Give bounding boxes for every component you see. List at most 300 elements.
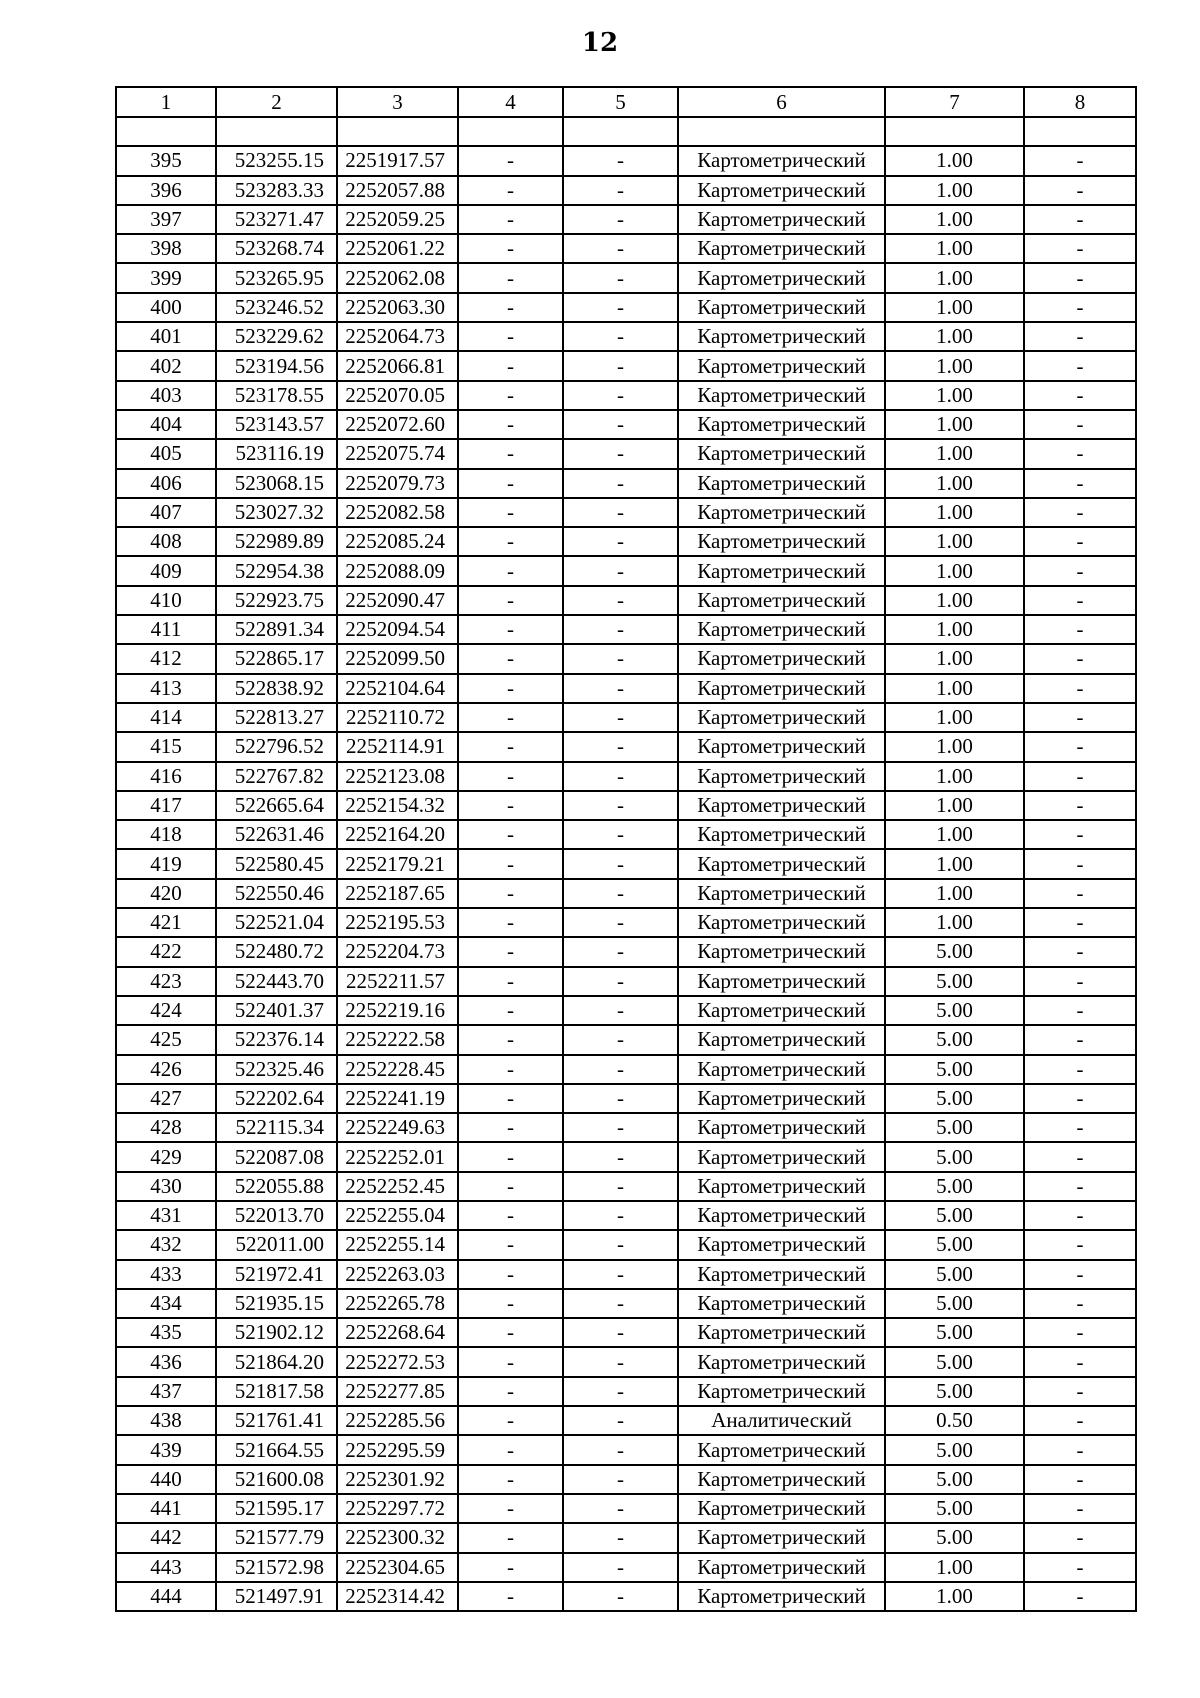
empty-cell bbox=[1024, 117, 1136, 146]
y-coordinate-cell: 2252263.03 bbox=[337, 1260, 458, 1289]
col8-cell: - bbox=[1024, 762, 1136, 791]
col8-cell: - bbox=[1024, 439, 1136, 468]
col8-cell: - bbox=[1024, 820, 1136, 849]
table-row bbox=[116, 527, 1136, 556]
point-number-cell: 395 bbox=[116, 146, 216, 175]
col5-cell: - bbox=[563, 322, 678, 351]
col5-cell: - bbox=[563, 1435, 678, 1464]
col8-cell: - bbox=[1024, 1113, 1136, 1142]
point-number-cell: 428 bbox=[116, 1113, 216, 1142]
y-coordinate-cell: 2252085.24 bbox=[337, 527, 458, 556]
col4-cell: - bbox=[458, 1260, 563, 1289]
accuracy-cell: 1.00 bbox=[885, 732, 1024, 761]
point-number-cell: 421 bbox=[116, 908, 216, 937]
x-coordinate-cell: 522580.45 bbox=[216, 849, 337, 878]
table-row bbox=[116, 586, 1136, 615]
col8-cell: - bbox=[1024, 176, 1136, 205]
col5-cell: - bbox=[563, 1347, 678, 1376]
col4-cell: - bbox=[458, 879, 563, 908]
y-coordinate-cell: 2252114.91 bbox=[337, 732, 458, 761]
x-coordinate-cell: 522865.17 bbox=[216, 644, 337, 673]
x-coordinate-cell: 522550.46 bbox=[216, 879, 337, 908]
col5-cell: - bbox=[563, 469, 678, 498]
table-row bbox=[116, 762, 1136, 791]
empty-cell bbox=[458, 117, 563, 146]
point-number-cell: 432 bbox=[116, 1230, 216, 1259]
y-coordinate-cell: 2252072.60 bbox=[337, 410, 458, 439]
table-body bbox=[116, 146, 1136, 1611]
col4-cell: - bbox=[458, 439, 563, 468]
method-cell: Картометрический bbox=[678, 1025, 885, 1054]
col8-cell: - bbox=[1024, 586, 1136, 615]
point-number-cell: 423 bbox=[116, 967, 216, 996]
method-cell: Картометрический bbox=[678, 1084, 885, 1113]
x-coordinate-cell: 522813.27 bbox=[216, 703, 337, 732]
col8-cell: - bbox=[1024, 146, 1136, 175]
col8-cell: - bbox=[1024, 791, 1136, 820]
col4-cell: - bbox=[458, 234, 563, 263]
accuracy-cell: 5.00 bbox=[885, 1523, 1024, 1552]
method-cell: Аналитический bbox=[678, 1406, 885, 1435]
col4-cell: - bbox=[458, 1582, 563, 1611]
x-coordinate-cell: 522796.52 bbox=[216, 732, 337, 761]
y-coordinate-cell: 2252252.01 bbox=[337, 1142, 458, 1171]
table-row bbox=[116, 146, 1136, 175]
col8-cell: - bbox=[1024, 908, 1136, 937]
column-header: 3 bbox=[337, 87, 458, 117]
y-coordinate-cell: 2252241.19 bbox=[337, 1084, 458, 1113]
col5-cell: - bbox=[563, 1377, 678, 1406]
col8-cell: - bbox=[1024, 381, 1136, 410]
col4-cell: - bbox=[458, 556, 563, 585]
col8-cell: - bbox=[1024, 615, 1136, 644]
accuracy-cell: 1.00 bbox=[885, 556, 1024, 585]
y-coordinate-cell: 2252222.58 bbox=[337, 1025, 458, 1054]
accuracy-cell: 1.00 bbox=[885, 381, 1024, 410]
point-number-cell: 422 bbox=[116, 937, 216, 966]
table-row bbox=[116, 176, 1136, 205]
method-cell: Картометрический bbox=[678, 469, 885, 498]
point-number-cell: 430 bbox=[116, 1172, 216, 1201]
col5-cell: - bbox=[563, 1201, 678, 1230]
table-row bbox=[116, 674, 1136, 703]
table-row bbox=[116, 1553, 1136, 1582]
accuracy-cell: 1.00 bbox=[885, 234, 1024, 263]
table-row bbox=[116, 1201, 1136, 1230]
col4-cell: - bbox=[458, 1318, 563, 1347]
y-coordinate-cell: 2252295.59 bbox=[337, 1435, 458, 1464]
accuracy-cell: 5.00 bbox=[885, 1201, 1024, 1230]
accuracy-cell: 1.00 bbox=[885, 410, 1024, 439]
column-header: 1 bbox=[116, 87, 216, 117]
col8-cell: - bbox=[1024, 1172, 1136, 1201]
col8-cell: - bbox=[1024, 556, 1136, 585]
col5-cell: - bbox=[563, 586, 678, 615]
point-number-cell: 444 bbox=[116, 1582, 216, 1611]
method-cell: Картометрический bbox=[678, 1289, 885, 1318]
col5-cell: - bbox=[563, 674, 678, 703]
col8-cell: - bbox=[1024, 644, 1136, 673]
x-coordinate-cell: 523068.15 bbox=[216, 469, 337, 498]
point-number-cell: 420 bbox=[116, 879, 216, 908]
x-coordinate-cell: 521572.98 bbox=[216, 1553, 337, 1582]
coordinates-table bbox=[115, 86, 1137, 1612]
accuracy-cell: 1.00 bbox=[885, 762, 1024, 791]
col4-cell: - bbox=[458, 263, 563, 292]
col4-cell: - bbox=[458, 1201, 563, 1230]
col8-cell: - bbox=[1024, 1084, 1136, 1113]
point-number-cell: 439 bbox=[116, 1435, 216, 1464]
x-coordinate-cell: 522202.64 bbox=[216, 1084, 337, 1113]
accuracy-cell: 5.00 bbox=[885, 1435, 1024, 1464]
table-row bbox=[116, 1172, 1136, 1201]
empty-cell bbox=[337, 117, 458, 146]
col5-cell: - bbox=[563, 527, 678, 556]
x-coordinate-cell: 523027.32 bbox=[216, 498, 337, 527]
point-number-cell: 414 bbox=[116, 703, 216, 732]
x-coordinate-cell: 523178.55 bbox=[216, 381, 337, 410]
point-number-cell: 416 bbox=[116, 762, 216, 791]
method-cell: Картометрический bbox=[678, 615, 885, 644]
col5-cell: - bbox=[563, 1553, 678, 1582]
x-coordinate-cell: 521817.58 bbox=[216, 1377, 337, 1406]
col8-cell: - bbox=[1024, 1523, 1136, 1552]
y-coordinate-cell: 2252272.53 bbox=[337, 1347, 458, 1376]
accuracy-cell: 5.00 bbox=[885, 1494, 1024, 1523]
accuracy-cell: 5.00 bbox=[885, 1289, 1024, 1318]
point-number-cell: 398 bbox=[116, 234, 216, 263]
accuracy-cell: 1.00 bbox=[885, 146, 1024, 175]
table-row bbox=[116, 1025, 1136, 1054]
point-number-cell: 442 bbox=[116, 1523, 216, 1552]
col5-cell: - bbox=[563, 732, 678, 761]
y-coordinate-cell: 2252104.64 bbox=[337, 674, 458, 703]
accuracy-cell: 5.00 bbox=[885, 1025, 1024, 1054]
method-cell: Картометрический bbox=[678, 322, 885, 351]
col8-cell: - bbox=[1024, 1377, 1136, 1406]
y-coordinate-cell: 2252123.08 bbox=[337, 762, 458, 791]
table-row bbox=[116, 1377, 1136, 1406]
point-number-cell: 434 bbox=[116, 1289, 216, 1318]
x-coordinate-cell: 522954.38 bbox=[216, 556, 337, 585]
col4-cell: - bbox=[458, 381, 563, 410]
col4-cell: - bbox=[458, 849, 563, 878]
col4-cell: - bbox=[458, 1113, 563, 1142]
point-number-cell: 413 bbox=[116, 674, 216, 703]
page-number: 12 bbox=[581, 28, 619, 58]
accuracy-cell: 5.00 bbox=[885, 1055, 1024, 1084]
col5-cell: - bbox=[563, 1523, 678, 1552]
accuracy-cell: 1.00 bbox=[885, 849, 1024, 878]
col8-cell: - bbox=[1024, 322, 1136, 351]
point-number-cell: 424 bbox=[116, 996, 216, 1025]
empty-cell bbox=[885, 117, 1024, 146]
col4-cell: - bbox=[458, 820, 563, 849]
table-row bbox=[116, 205, 1136, 234]
accuracy-cell: 1.00 bbox=[885, 791, 1024, 820]
accuracy-cell: 5.00 bbox=[885, 1465, 1024, 1494]
y-coordinate-cell: 2252195.53 bbox=[337, 908, 458, 937]
method-cell: Картометрический bbox=[678, 1113, 885, 1142]
x-coordinate-cell: 521595.17 bbox=[216, 1494, 337, 1523]
x-coordinate-cell: 523143.57 bbox=[216, 410, 337, 439]
accuracy-cell: 1.00 bbox=[885, 674, 1024, 703]
col5-cell: - bbox=[563, 146, 678, 175]
method-cell: Картометрический bbox=[678, 1494, 885, 1523]
col5-cell: - bbox=[563, 937, 678, 966]
col4-cell: - bbox=[458, 1230, 563, 1259]
accuracy-cell: 1.00 bbox=[885, 469, 1024, 498]
point-number-cell: 399 bbox=[116, 263, 216, 292]
accuracy-cell: 1.00 bbox=[885, 176, 1024, 205]
table-row bbox=[116, 556, 1136, 585]
x-coordinate-cell: 522665.64 bbox=[216, 791, 337, 820]
col8-cell: - bbox=[1024, 1142, 1136, 1171]
method-cell: Картометрический bbox=[678, 849, 885, 878]
col4-cell: - bbox=[458, 293, 563, 322]
accuracy-cell: 5.00 bbox=[885, 1260, 1024, 1289]
point-number-cell: 431 bbox=[116, 1201, 216, 1230]
col5-cell: - bbox=[563, 205, 678, 234]
col4-cell: - bbox=[458, 762, 563, 791]
method-cell: Картометрический bbox=[678, 1260, 885, 1289]
x-coordinate-cell: 521935.15 bbox=[216, 1289, 337, 1318]
col5-cell: - bbox=[563, 1230, 678, 1259]
table-row bbox=[116, 967, 1136, 996]
method-cell: Картометрический bbox=[678, 1201, 885, 1230]
col5-cell: - bbox=[563, 498, 678, 527]
x-coordinate-cell: 522325.46 bbox=[216, 1055, 337, 1084]
col8-cell: - bbox=[1024, 732, 1136, 761]
x-coordinate-cell: 522055.88 bbox=[216, 1172, 337, 1201]
x-coordinate-cell: 522631.46 bbox=[216, 820, 337, 849]
col4-cell: - bbox=[458, 1289, 563, 1318]
col8-cell: - bbox=[1024, 351, 1136, 380]
col8-cell: - bbox=[1024, 937, 1136, 966]
x-coordinate-cell: 521497.91 bbox=[216, 1582, 337, 1611]
table-row bbox=[116, 1465, 1136, 1494]
accuracy-cell: 1.00 bbox=[885, 498, 1024, 527]
col5-cell: - bbox=[563, 1142, 678, 1171]
table-row bbox=[116, 381, 1136, 410]
point-number-cell: 412 bbox=[116, 644, 216, 673]
y-coordinate-cell: 2252088.09 bbox=[337, 556, 458, 585]
empty-cell bbox=[563, 117, 678, 146]
col4-cell: - bbox=[458, 644, 563, 673]
col4-cell: - bbox=[458, 1377, 563, 1406]
y-coordinate-cell: 2252211.57 bbox=[337, 967, 458, 996]
col4-cell: - bbox=[458, 1435, 563, 1464]
y-coordinate-cell: 2252090.47 bbox=[337, 586, 458, 615]
col5-cell: - bbox=[563, 410, 678, 439]
method-cell: Картометрический bbox=[678, 351, 885, 380]
y-coordinate-cell: 2252268.64 bbox=[337, 1318, 458, 1347]
y-coordinate-cell: 2252204.73 bbox=[337, 937, 458, 966]
col4-cell: - bbox=[458, 1142, 563, 1171]
point-number-cell: 418 bbox=[116, 820, 216, 849]
point-number-cell: 437 bbox=[116, 1377, 216, 1406]
y-coordinate-cell: 2252304.65 bbox=[337, 1553, 458, 1582]
method-cell: Картометрический bbox=[678, 1347, 885, 1376]
point-number-cell: 404 bbox=[116, 410, 216, 439]
empty-cell bbox=[216, 117, 337, 146]
col8-cell: - bbox=[1024, 1201, 1136, 1230]
accuracy-cell: 5.00 bbox=[885, 1113, 1024, 1142]
col4-cell: - bbox=[458, 527, 563, 556]
x-coordinate-cell: 523265.95 bbox=[216, 263, 337, 292]
table-row bbox=[116, 644, 1136, 673]
accuracy-cell: 1.00 bbox=[885, 322, 1024, 351]
col8-cell: - bbox=[1024, 879, 1136, 908]
col8-cell: - bbox=[1024, 1406, 1136, 1435]
y-coordinate-cell: 2252070.05 bbox=[337, 381, 458, 410]
accuracy-cell: 1.00 bbox=[885, 615, 1024, 644]
method-cell: Картометрический bbox=[678, 205, 885, 234]
y-coordinate-cell: 2252277.85 bbox=[337, 1377, 458, 1406]
y-coordinate-cell: 2251917.57 bbox=[337, 146, 458, 175]
y-coordinate-cell: 2252094.54 bbox=[337, 615, 458, 644]
accuracy-cell: 5.00 bbox=[885, 996, 1024, 1025]
col8-cell: - bbox=[1024, 234, 1136, 263]
x-coordinate-cell: 522480.72 bbox=[216, 937, 337, 966]
table-row bbox=[116, 293, 1136, 322]
col8-cell: - bbox=[1024, 1025, 1136, 1054]
method-cell: Картометрический bbox=[678, 1553, 885, 1582]
method-cell: Картометрический bbox=[678, 791, 885, 820]
col4-cell: - bbox=[458, 1025, 563, 1054]
method-cell: Картометрический bbox=[678, 879, 885, 908]
col5-cell: - bbox=[563, 381, 678, 410]
col5-cell: - bbox=[563, 293, 678, 322]
col4-cell: - bbox=[458, 937, 563, 966]
col8-cell: - bbox=[1024, 498, 1136, 527]
x-coordinate-cell: 523268.74 bbox=[216, 234, 337, 263]
col5-cell: - bbox=[563, 1406, 678, 1435]
point-number-cell: 407 bbox=[116, 498, 216, 527]
table-header-row bbox=[116, 87, 1136, 117]
x-coordinate-cell: 521577.79 bbox=[216, 1523, 337, 1552]
table-row bbox=[116, 1523, 1136, 1552]
accuracy-cell: 5.00 bbox=[885, 1172, 1024, 1201]
accuracy-cell: 1.00 bbox=[885, 1553, 1024, 1582]
accuracy-cell: 5.00 bbox=[885, 967, 1024, 996]
method-cell: Картометрический bbox=[678, 498, 885, 527]
method-cell: Картометрический bbox=[678, 908, 885, 937]
method-cell: Картометрический bbox=[678, 410, 885, 439]
table-row bbox=[116, 615, 1136, 644]
col8-cell: - bbox=[1024, 996, 1136, 1025]
point-number-cell: 400 bbox=[116, 293, 216, 322]
col5-cell: - bbox=[563, 1494, 678, 1523]
point-number-cell: 438 bbox=[116, 1406, 216, 1435]
col8-cell: - bbox=[1024, 527, 1136, 556]
col4-cell: - bbox=[458, 908, 563, 937]
accuracy-cell: 1.00 bbox=[885, 205, 1024, 234]
x-coordinate-cell: 522443.70 bbox=[216, 967, 337, 996]
accuracy-cell: 5.00 bbox=[885, 1142, 1024, 1171]
col4-cell: - bbox=[458, 996, 563, 1025]
col5-cell: - bbox=[563, 967, 678, 996]
col4-cell: - bbox=[458, 1084, 563, 1113]
x-coordinate-cell: 523116.19 bbox=[216, 439, 337, 468]
table-row bbox=[116, 1318, 1136, 1347]
accuracy-cell: 5.00 bbox=[885, 1318, 1024, 1347]
x-coordinate-cell: 523246.52 bbox=[216, 293, 337, 322]
col4-cell: - bbox=[458, 703, 563, 732]
y-coordinate-cell: 2252064.73 bbox=[337, 322, 458, 351]
col5-cell: - bbox=[563, 762, 678, 791]
table-row bbox=[116, 1113, 1136, 1142]
x-coordinate-cell: 521761.41 bbox=[216, 1406, 337, 1435]
col4-cell: - bbox=[458, 615, 563, 644]
table-row bbox=[116, 1289, 1136, 1318]
point-number-cell: 425 bbox=[116, 1025, 216, 1054]
table-row bbox=[116, 1230, 1136, 1259]
x-coordinate-cell: 522011.00 bbox=[216, 1230, 337, 1259]
col8-cell: - bbox=[1024, 293, 1136, 322]
col4-cell: - bbox=[458, 351, 563, 380]
y-coordinate-cell: 2252164.20 bbox=[337, 820, 458, 849]
table-row bbox=[116, 1055, 1136, 1084]
col5-cell: - bbox=[563, 1055, 678, 1084]
column-header: 5 bbox=[563, 87, 678, 117]
y-coordinate-cell: 2252187.65 bbox=[337, 879, 458, 908]
table-row bbox=[116, 234, 1136, 263]
table-row bbox=[116, 1142, 1136, 1171]
y-coordinate-cell: 2252252.45 bbox=[337, 1172, 458, 1201]
method-cell: Картометрический bbox=[678, 527, 885, 556]
col8-cell: - bbox=[1024, 1494, 1136, 1523]
col8-cell: - bbox=[1024, 674, 1136, 703]
empty-row bbox=[116, 117, 1136, 146]
col5-cell: - bbox=[563, 556, 678, 585]
empty-cell bbox=[678, 117, 885, 146]
point-number-cell: 403 bbox=[116, 381, 216, 410]
y-coordinate-cell: 2252099.50 bbox=[337, 644, 458, 673]
col5-cell: - bbox=[563, 703, 678, 732]
col8-cell: - bbox=[1024, 205, 1136, 234]
col4-cell: - bbox=[458, 1347, 563, 1376]
point-number-cell: 417 bbox=[116, 791, 216, 820]
accuracy-cell: 1.00 bbox=[885, 879, 1024, 908]
y-coordinate-cell: 2252265.78 bbox=[337, 1289, 458, 1318]
table-row bbox=[116, 322, 1136, 351]
accuracy-cell: 5.00 bbox=[885, 1084, 1024, 1113]
table-row bbox=[116, 820, 1136, 849]
accuracy-cell: 1.00 bbox=[885, 439, 1024, 468]
col4-cell: - bbox=[458, 410, 563, 439]
table-row bbox=[116, 1260, 1136, 1289]
table-row bbox=[116, 879, 1136, 908]
x-coordinate-cell: 521664.55 bbox=[216, 1435, 337, 1464]
method-cell: Картометрический bbox=[678, 644, 885, 673]
table-row bbox=[116, 937, 1136, 966]
col5-cell: - bbox=[563, 1289, 678, 1318]
y-coordinate-cell: 2252063.30 bbox=[337, 293, 458, 322]
accuracy-cell: 1.00 bbox=[885, 703, 1024, 732]
column-header: 2 bbox=[216, 87, 337, 117]
accuracy-cell: 5.00 bbox=[885, 1230, 1024, 1259]
x-coordinate-cell: 522087.08 bbox=[216, 1142, 337, 1171]
col5-cell: - bbox=[563, 1172, 678, 1201]
point-number-cell: 406 bbox=[116, 469, 216, 498]
col5-cell: - bbox=[563, 996, 678, 1025]
col4-cell: - bbox=[458, 967, 563, 996]
col5-cell: - bbox=[563, 879, 678, 908]
col8-cell: - bbox=[1024, 1230, 1136, 1259]
accuracy-cell: 1.00 bbox=[885, 820, 1024, 849]
col8-cell: - bbox=[1024, 1055, 1136, 1084]
